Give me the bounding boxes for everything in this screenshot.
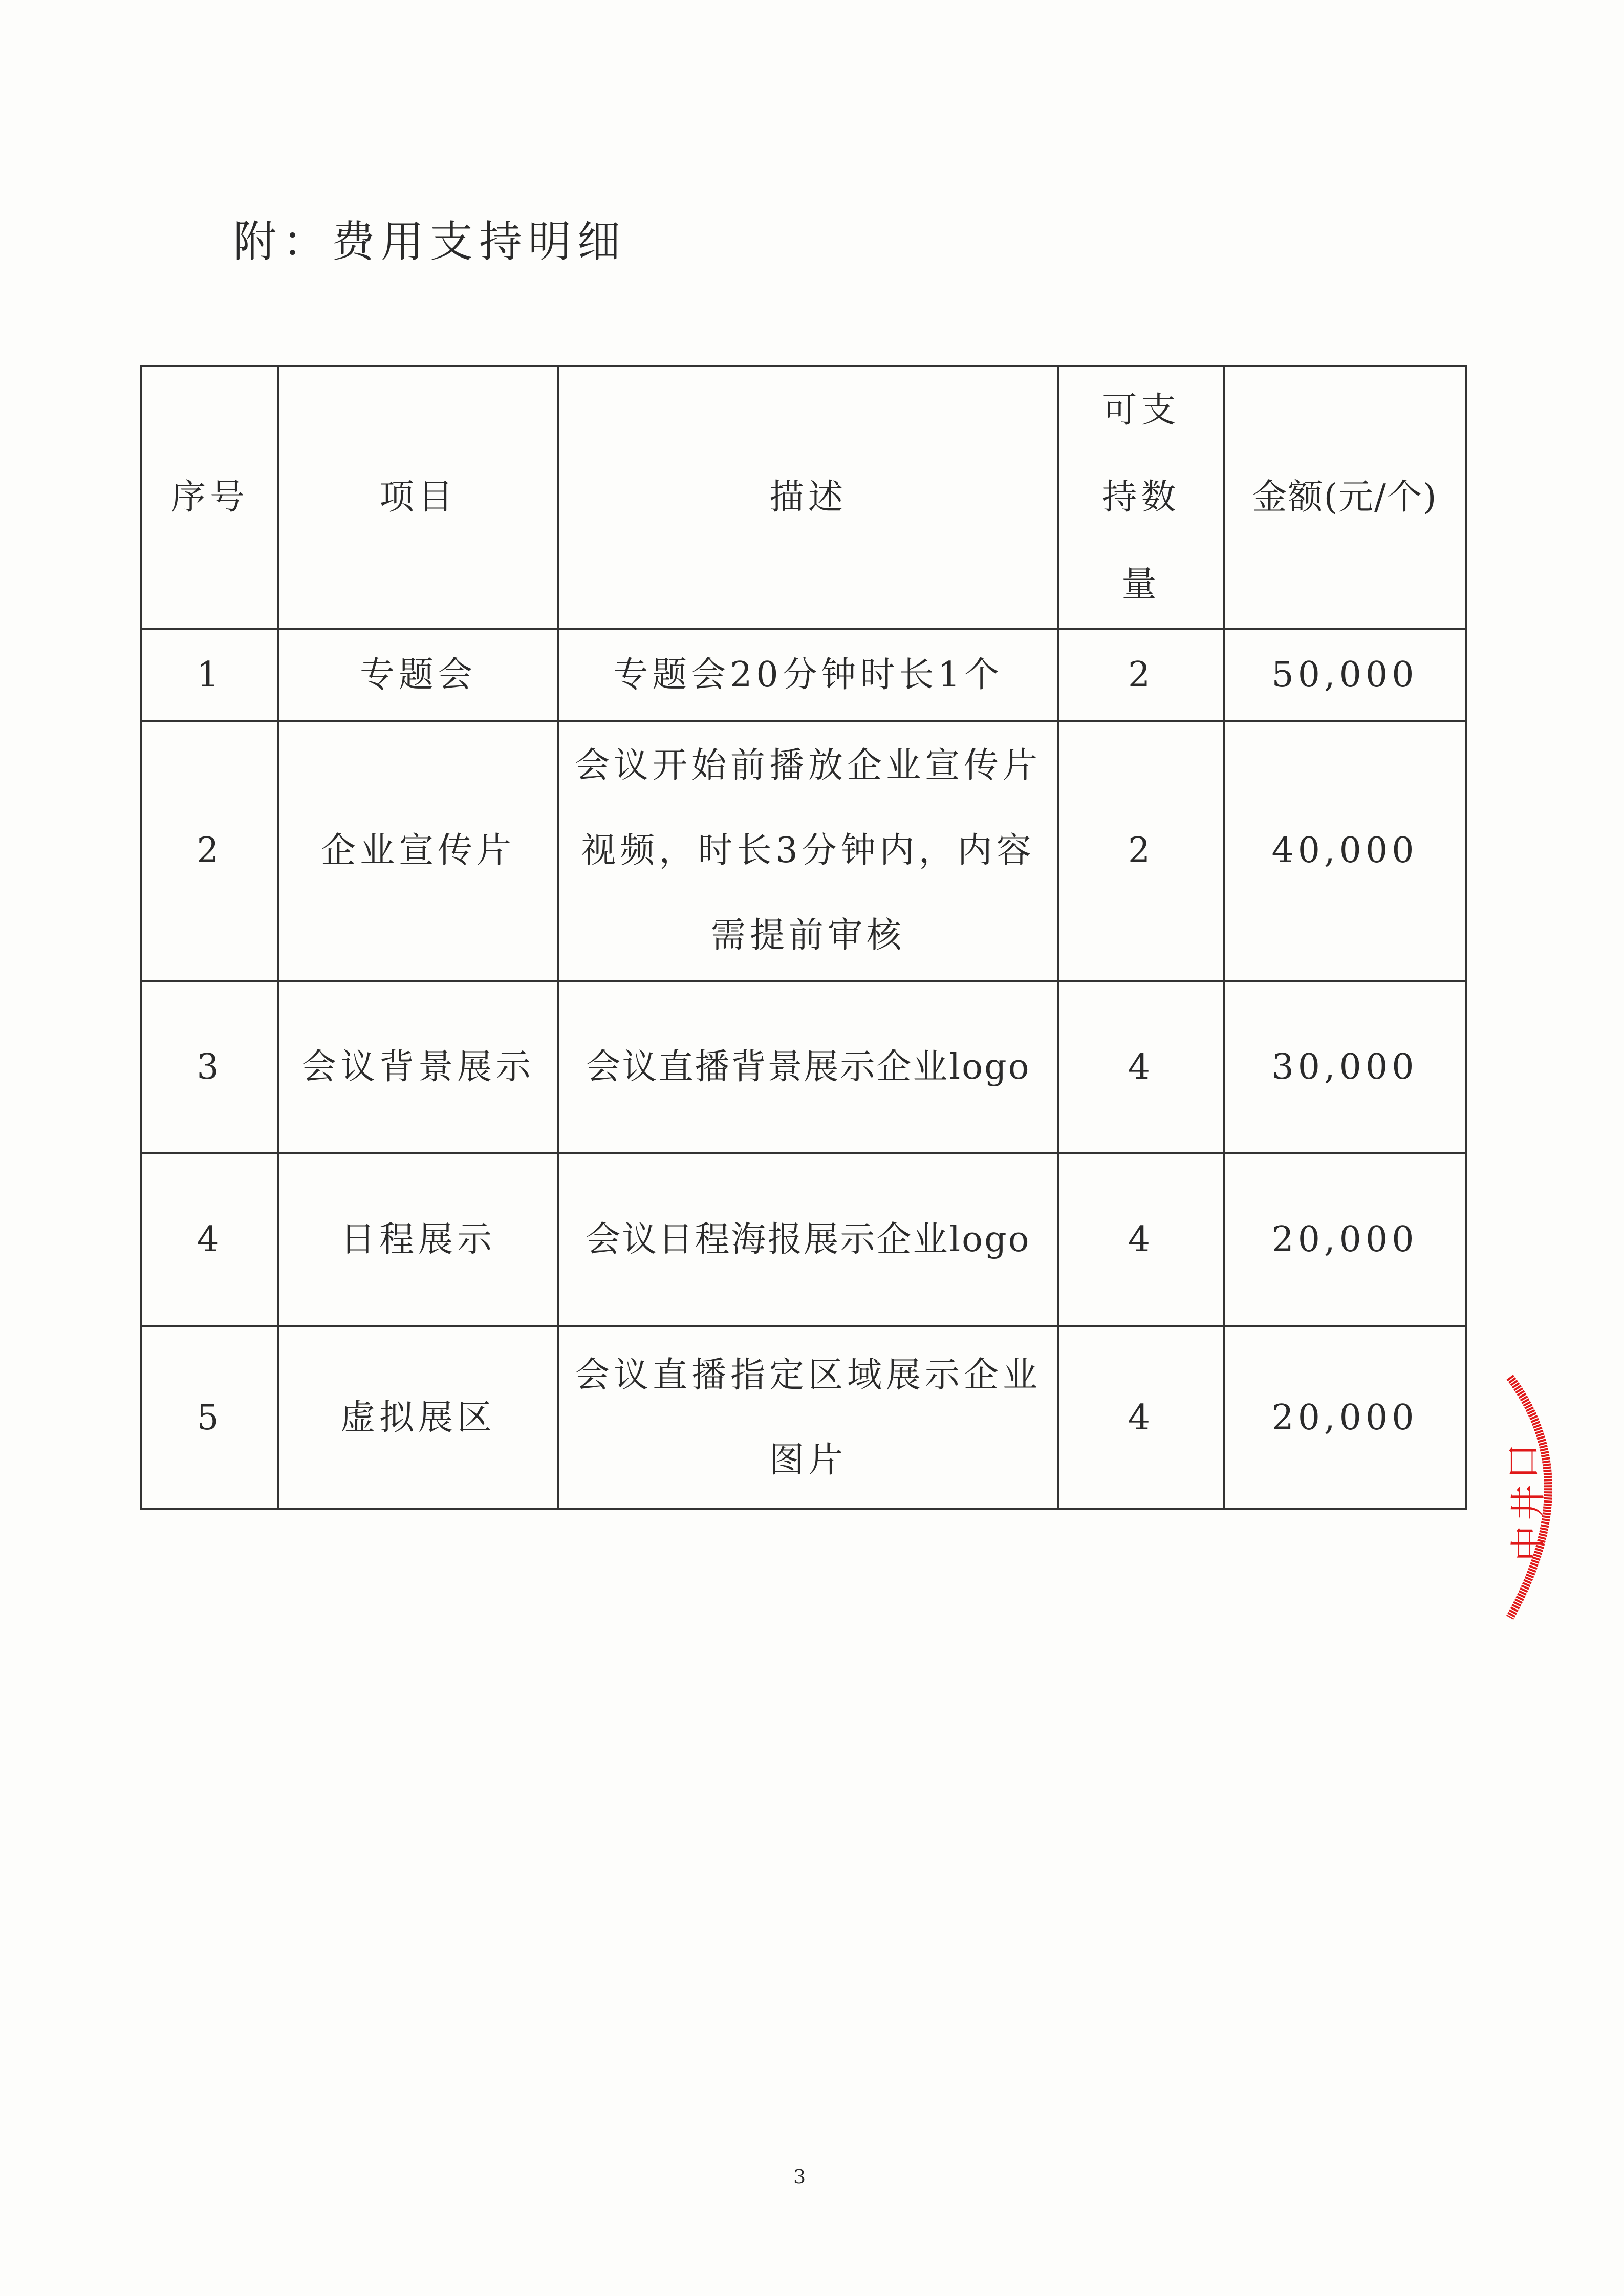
cell-no: 3	[141, 981, 278, 1153]
header-desc: 描述	[558, 366, 1058, 629]
table-row	[141, 721, 1466, 981]
page-number: 3	[793, 2165, 806, 2188]
table-row	[141, 629, 1466, 721]
cell-qty: 2	[1058, 629, 1224, 721]
cell-amount: 20,000	[1224, 1153, 1466, 1326]
svg-text:井: 井	[1507, 1485, 1549, 1520]
cell-desc: 会议日程海报展示企业logo	[558, 1153, 1058, 1326]
cell-desc: 会议开始前播放企业宣传片视频，时长3分钟内，内容需提前审核	[558, 721, 1058, 981]
cell-item: 专题会	[278, 629, 558, 721]
cell-qty: 2	[1058, 721, 1224, 981]
table-row	[141, 1153, 1466, 1326]
red-seal-stamp	[1484, 1362, 1617, 1638]
svg-text:中: 中	[1507, 1526, 1549, 1561]
cost-support-table	[140, 365, 1467, 1510]
cell-desc: 专题会20分钟时长1个	[558, 629, 1058, 721]
table-header-row	[141, 366, 1466, 629]
header-amount: 金额(元/个)	[1224, 366, 1466, 629]
cell-desc: 会议直播背景展示企业logo	[558, 981, 1058, 1153]
cell-qty: 4	[1058, 1326, 1224, 1509]
cell-amount: 50,000	[1224, 629, 1466, 721]
header-no: 序号	[141, 366, 278, 629]
header-item: 项目	[278, 366, 558, 629]
cell-no: 1	[141, 629, 278, 721]
cell-no: 5	[141, 1326, 278, 1509]
cell-no: 4	[141, 1153, 278, 1326]
cell-no: 2	[141, 721, 278, 981]
cell-amount: 40,000	[1224, 721, 1466, 981]
cell-item: 日程展示	[278, 1153, 558, 1326]
table-row	[141, 981, 1466, 1153]
cell-item: 企业宣传片	[278, 721, 558, 981]
header-qty: 可支持数量	[1058, 366, 1224, 629]
cell-item: 虚拟展区	[278, 1326, 558, 1509]
cell-amount: 20,000	[1224, 1326, 1466, 1509]
cell-qty: 4	[1058, 981, 1224, 1153]
cell-item: 会议背景展示	[278, 981, 558, 1153]
table-row	[141, 1326, 1466, 1509]
svg-text:口: 口	[1502, 1444, 1544, 1479]
cell-amount: 30,000	[1224, 981, 1466, 1153]
document-title: 附：费用支持明细	[233, 217, 627, 267]
cell-qty: 4	[1058, 1153, 1224, 1326]
cell-desc: 会议直播指定区域展示企业图片	[558, 1326, 1058, 1509]
